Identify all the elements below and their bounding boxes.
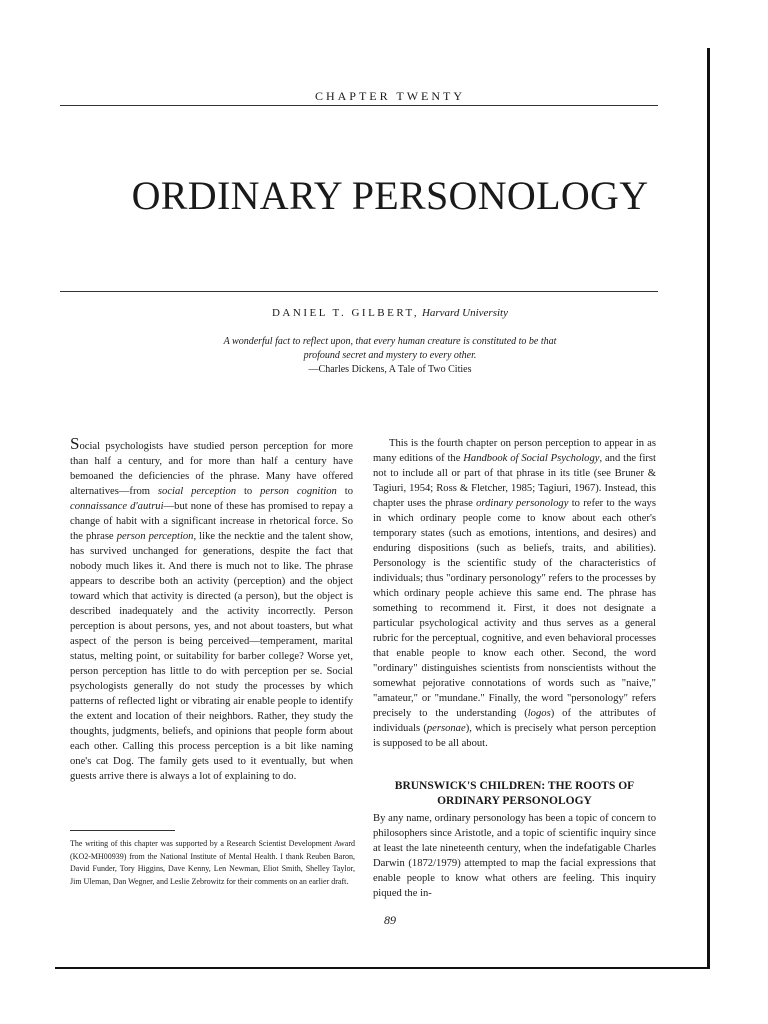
right-column [373,436,656,751]
drop-cap: S [70,434,80,453]
section-paragraph: By any name, ordinary personology has been a topic of concern to philosophers since Aristotle, and a topic of scientific inquiry since at least the late nineteenth century, when the indefatigable Charles Darwin (1872/1979) attempted to map the facial expressions that enable people to know what others are feeling. This inquiry piqued the in- [373,813,656,899]
title-rule [60,291,658,292]
bottom-rule [55,967,710,969]
author-line [60,307,720,319]
footnote: The writing of this chapter was supported by a Research Scientist Development Award (KO2-MH00939) from the National Institute of Mental Health. I thank Reuben Baron, David Funder, Tory Higgins, Dave Kenny, Len Newman, Eliot Smith, Shelley Taylor, Jim Uleman, Dan Wegner, and Leslie Zebrowitz for their comments on an earlier draft. [70,839,355,886]
author-affiliation: Harvard University [421,307,508,319]
epigraph-line-2: profound secret and mystery to every other. [303,350,477,361]
left-column [70,436,353,784]
chapter-title: ORDINARY PERSONOLOGY [131,173,649,218]
top-rule [60,105,658,106]
author-name: DANIEL T. GILBERT, [271,307,420,319]
chapter-label: CHAPTER TWENTY [314,89,466,103]
section-heading: BRUNSWICK'S CHILDREN: THE ROOTS OF ORDINARY PERSONOLOGY [394,780,635,807]
footnote-rule [70,830,175,831]
right-column-continued [373,811,656,901]
epigraph-source: —Charles Dickens, A Tale of Two Cities [308,364,472,375]
intro-paragraph: Social psychologists have studied person perception for more than half a century, and for more than half a century have bemoaned the deficiencies of the phrase. Many have offered alternatives—from social perception to person cognition to connaissance d'autrui—but none of these has promised to repay a change of habit with a significant increase in rhetorical force. So the phrase person perception, like the necktie and the talent show, has survived unchanged for generations, despite the fact that nobody much likes it. And there is much not to like. The phrase appears to describe both an activity (perception) and the object toward which that activity is directed (a person), but the object is described inadequately and the activity incorrectly. Person perception is about persons, yes, and not about toasters, but what aspect of the person is being perceived—temperament, marital status, melting point, or suitability for barber college? Worse yet, person perception has little to do with perception per se. Social psychologists generally do not study the processes by which patterns of reflected light or vibrating air enable people to identify the extent and location of their neighbors. Rather, they study the thoughts, judgments, beliefs, and opinions that people form about each other. Calling this process perception is a bit like naming one's cat Dog. The family gets used to it eventually, but when guests arrive there is always a lot of explaining to do. [70,434,353,782]
epigraph [120,335,660,377]
epigraph-line-1: A wonderful fact to reflect upon, that every human creature is constituted to be that [223,336,557,347]
page-number: 89 [384,913,396,927]
second-paragraph: This is the fourth chapter on person perception to appear in as many editions of the Handbook of Social Psychology, and the first not to include all or part of that phrase in its title (see Bruner & Tagiuri, 1954; Ross & Fletcher, 1985; Tagiuri, 1967). Instead, this chapter uses the phrase ordinary personology to refer to the ways in which ordinary people come to know about each other's temporary states (such as emotions, intentions, and desires) and enduring dispositions (such as beliefs, traits, and abilities). Personology is the scientific study of the characteristics of individuals; thus "ordinary personology" refers to the processes by which ordinary people achieve this same end. The phrase has something to recommend it. First, it does not designate a particular psychological activity and thus serves as a general rubric for the perceptual, cognitive, and even behavioral processes that enable people to know each other. Second, the word "ordinary" distinguishes scientists from nonscientists without the somewhat pejorative connotations of words such as "naive," "amateur," or "mundane." Finally, the word "personology" refers precisely to the understanding (logos) of the attributes of individuals (personae), which is precisely what person perception is supposed to be all about. [373,438,657,749]
